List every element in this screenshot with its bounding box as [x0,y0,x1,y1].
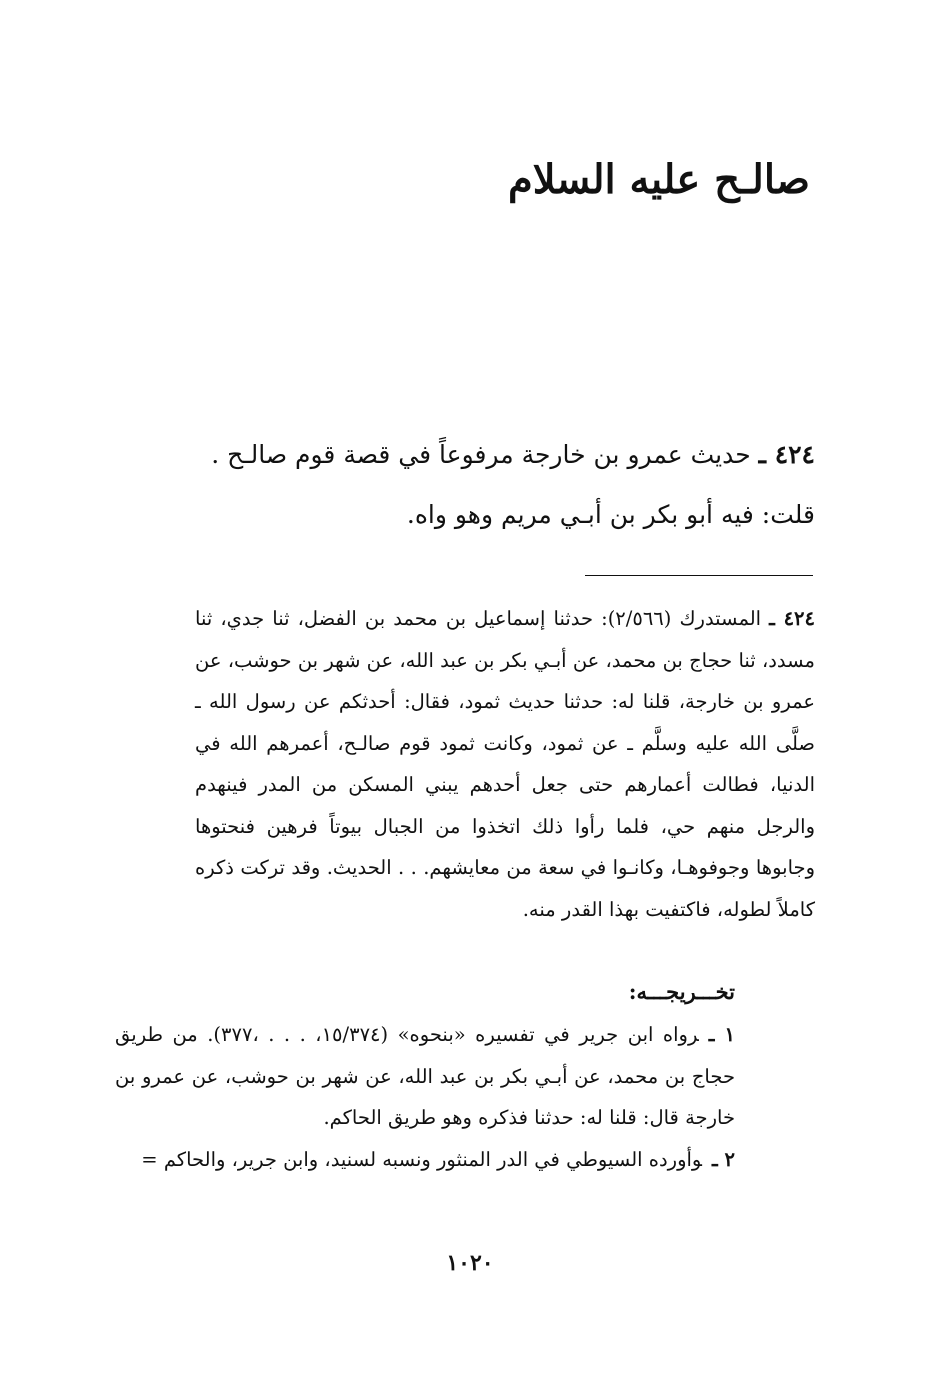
entry-heading [115,435,815,475]
entry-heading-text: حديث عمرو بن خارجة مرفوعاً في قصة قوم صالـح . [211,440,751,469]
entry-note: قلت: فيه أبو بكر بن أبـي مريم وهو واه. [406,500,815,529]
takhrij-item [115,1139,735,1181]
takhrij-item [115,1014,735,1139]
footnote-separator [585,575,813,576]
takhrij-heading: تخـــريجـــه: [628,979,735,1004]
footnote-number: ٤٢٤ ـ [769,607,815,630]
footnote-text: المستدرك (٢/٥٦٦): حدثنا إسماعيل بن محمد بن الفضل، ثنا جدي، ثنا مسدد، ثنا حجاج بن محمد، عن أبـي بكر بن عبد الله، عن شهر بن حوشب، عن عمرو بن خارجة، قلنا له: حدثنا حديث ثمود، فقال: أحدثكم عن رسول الله ـ صلَّى الله عليه وسلَّم ـ عن ثمود، وكانت ثمود قوم صالـح، أعمرهم الله في الدنيا، فطالت أعمارهم حتى جعل أحدهم يبني المسكن من المدر فينهدم والرجل منهم حي، فلما رأوا ذلك اتخذوا من الجبال بيوتاً فرهين فنحتوها وجابوها وجوفوهـا، وكانـوا في سعة من معايشهم. . . الحديث. وقد تركت ذكره كاملاً لطوله، فاكتفيت بهذا القدر منه. [195,607,815,921]
chapter-title: صالـح عليه السلام [508,156,810,203]
takhrij-list [115,1014,735,1180]
takhrij-item-number: ١ ـ [708,1023,735,1046]
footnote-paragraph [195,598,815,930]
takhrij-item-text: رواه ابن جرير في تفسيره «بنحوه» (١٥/٣٧٤، . . . ،٣٧٧). من طريق حجاج بن محمد، عن أبـي بكر بن عبد الله، عن شهر بن حوشب، عن عمرو بن خارجة قال: قلنا له: حدثنا فذكره وهو طريق الحاكم. [115,1023,735,1129]
entry-number: ٤٢٤ ـ [758,440,815,469]
takhrij-item-text: وأورده السيوطي في الدر المنثور ونسبه لسنيد، وابن جرير، والحاكم = [141,1147,702,1171]
page-number: ١٠٢٠ [446,1250,494,1276]
takhrij-item-number: ٢ ـ [712,1147,735,1171]
